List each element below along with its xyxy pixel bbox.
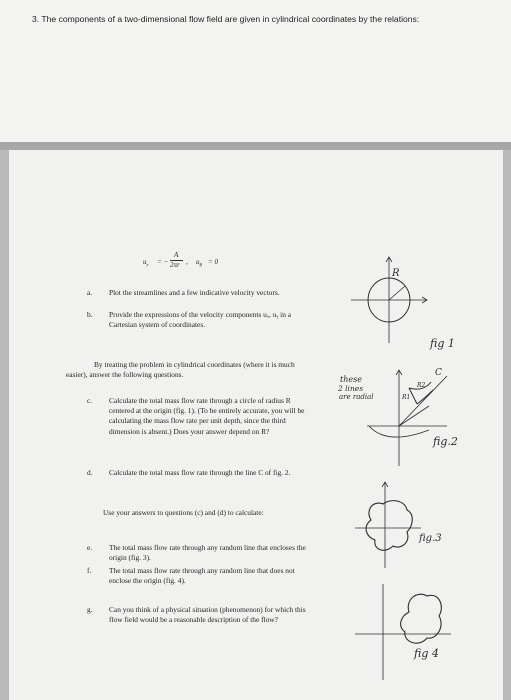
item-g-label: g. [87, 605, 93, 614]
item-f-text: The total mass flow rate through any random line that does not enclose the origin (fig. 4). [109, 566, 295, 586]
item-c-text: Calculate the total mass flow rate through a circle of radius R centered at the origin (fig. 1). (To be entirely accurate, you will be calculating the mass flow rate per unit depth, since the third dimension is absent.) Does your answer depend on R? [109, 396, 305, 436]
fig1-caption: fig 1 [430, 337, 455, 350]
item-b-text: Provide the expressions of the velocity components uₓ, uᵧ in a Cartesian system of coordinates. [109, 310, 292, 330]
page-gap [0, 142, 511, 150]
item-d-text: Calculate the total mass flow rate through the line C of fig. 2. [109, 468, 291, 477]
fig2-note-these: these [340, 375, 362, 384]
fig2-label-c: C [435, 368, 442, 378]
equation-separator: , [186, 258, 188, 266]
fig2-label-r2: R2 [417, 382, 426, 389]
fig1-radius-label: R [392, 268, 400, 279]
ur-equals: = − [157, 258, 169, 266]
item-d-label: d. [87, 468, 93, 477]
figure-2-line-c [367, 368, 457, 468]
fig2-label-r1: R1 [402, 394, 411, 401]
cylindrical-intro: By treating the problem in cylindrical coordinates (where it is much easier), answer the following questions. [66, 360, 295, 380]
item-f-label: f. [87, 566, 92, 575]
fig3-caption: fig.3 [419, 533, 442, 544]
item-e-label: e. [87, 543, 93, 552]
previous-page-strip [0, 0, 511, 142]
utheta-symbol: $u_\theta$ [196, 258, 202, 269]
use-answers-text: Use your answers to questions (c) and (d) to calculate: [103, 508, 264, 517]
item-e-text: The total mass flow rate through any random line that encloses the origin (fig. 3). [109, 543, 306, 563]
figure-3-enclosing-curve [353, 480, 423, 570]
fig2-note-lines: 2 lines [338, 384, 364, 393]
fraction-numerator: A [174, 251, 179, 259]
fig4-caption: fig 4 [414, 647, 439, 660]
problem-header: 3. The components of a two-dimensional flow field are given in cylindrical coordinates by the relations: [32, 14, 420, 24]
fig2-caption: fig.2 [433, 435, 458, 448]
fraction-denominator: 2πr [170, 261, 180, 269]
item-a-text: Plot the streamlines and a few indicative velocity vectors. [109, 288, 280, 297]
document-page [9, 150, 503, 700]
ur-symbol: $u_r$ [143, 258, 149, 269]
item-g-text: Can you think of a physical situation (phenomenon) for which this flow field would be a reasonable description of the flow? [109, 605, 306, 625]
figure-1-circle [351, 255, 431, 345]
fig2-note-radial: are radial [339, 393, 374, 401]
figure-4-non-enclosing-curve [353, 582, 453, 682]
item-b-label: b. [87, 310, 93, 319]
item-a-label: a. [87, 288, 93, 297]
item-c-label: c. [87, 396, 93, 405]
utheta-equals: = 0 [208, 258, 218, 266]
